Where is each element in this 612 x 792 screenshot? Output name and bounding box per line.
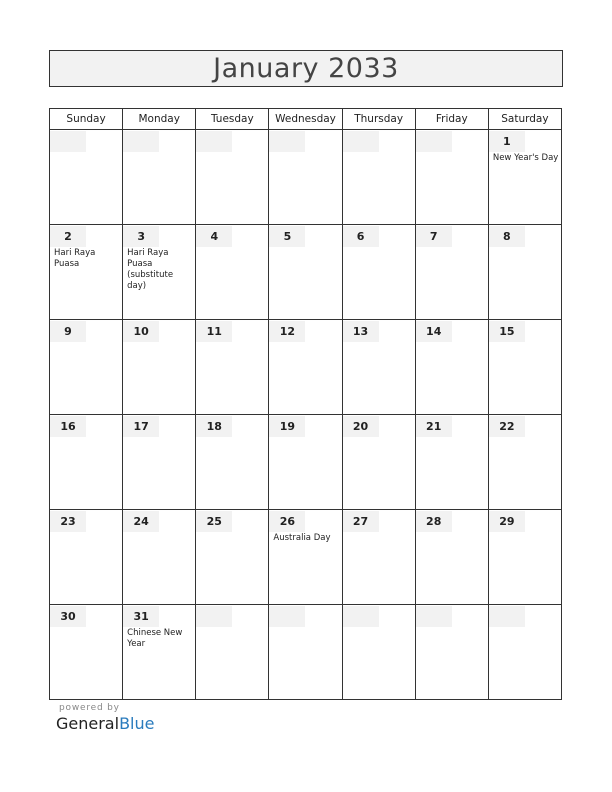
day-number bbox=[269, 131, 305, 152]
day-cell bbox=[123, 130, 196, 225]
weekday-header-saturday: Saturday bbox=[488, 109, 561, 130]
weekday-header-tuesday: Tuesday bbox=[196, 109, 269, 130]
day-cell bbox=[415, 130, 488, 225]
day-cell bbox=[50, 130, 123, 225]
day-cell bbox=[342, 320, 415, 415]
day-cell bbox=[123, 225, 196, 320]
day-cell bbox=[269, 130, 342, 225]
day-cell bbox=[50, 415, 123, 510]
day-cell bbox=[50, 510, 123, 605]
month-year-title: January 2033 bbox=[213, 53, 399, 84]
day-cell bbox=[196, 320, 269, 415]
day-number: 25 bbox=[196, 511, 232, 532]
day-cell bbox=[342, 130, 415, 225]
day-cell bbox=[488, 415, 561, 510]
day-number bbox=[269, 606, 305, 627]
day-cell-content bbox=[196, 226, 268, 319]
day-number: 14 bbox=[416, 321, 452, 342]
day-number bbox=[343, 131, 379, 152]
day-cell bbox=[488, 510, 561, 605]
day-cell-content bbox=[416, 131, 488, 224]
day-number: 27 bbox=[343, 511, 379, 532]
day-cell-content bbox=[343, 131, 415, 224]
day-cell bbox=[123, 510, 196, 605]
brand-blue: Blue bbox=[119, 714, 155, 733]
day-cell-content bbox=[196, 416, 268, 509]
day-number: 12 bbox=[269, 321, 305, 342]
day-number: 13 bbox=[343, 321, 379, 342]
day-cell-content bbox=[416, 511, 488, 604]
day-cell-content bbox=[269, 606, 341, 699]
day-cell-content bbox=[50, 416, 122, 509]
day-cell-content bbox=[196, 321, 268, 414]
day-cell bbox=[415, 415, 488, 510]
day-cell-content bbox=[489, 416, 561, 509]
day-cell bbox=[269, 320, 342, 415]
day-cell bbox=[123, 320, 196, 415]
day-number: 24 bbox=[123, 511, 159, 532]
day-number bbox=[416, 606, 452, 627]
day-cell-content bbox=[269, 511, 341, 604]
day-cell-content bbox=[489, 511, 561, 604]
day-cell-content bbox=[489, 226, 561, 319]
day-number: 23 bbox=[50, 511, 86, 532]
day-cell bbox=[415, 320, 488, 415]
day-number: 30 bbox=[50, 606, 86, 627]
day-number: 29 bbox=[489, 511, 525, 532]
day-cell-content bbox=[196, 511, 268, 604]
day-cell-content bbox=[343, 416, 415, 509]
holiday-label: New Year's Day bbox=[492, 153, 559, 163]
week-row bbox=[50, 130, 562, 225]
day-cell-content bbox=[50, 606, 122, 699]
day-cell-content bbox=[489, 606, 561, 699]
day-number: 20 bbox=[343, 416, 379, 437]
day-number: 22 bbox=[489, 416, 525, 437]
day-cell bbox=[342, 605, 415, 700]
week-row bbox=[50, 225, 562, 320]
day-cell bbox=[196, 605, 269, 700]
week-row bbox=[50, 510, 562, 605]
weekday-header-monday: Monday bbox=[123, 109, 196, 130]
day-number bbox=[489, 606, 525, 627]
day-cell-content bbox=[123, 131, 195, 224]
day-number: 26 bbox=[269, 511, 305, 532]
day-number: 6 bbox=[343, 226, 379, 247]
day-cell bbox=[488, 225, 561, 320]
day-cell bbox=[269, 510, 342, 605]
day-cell-content bbox=[269, 321, 341, 414]
day-cell bbox=[415, 225, 488, 320]
day-number bbox=[196, 606, 232, 627]
day-number: 16 bbox=[50, 416, 86, 437]
holiday-label: Australia Day bbox=[273, 533, 331, 543]
day-cell-content bbox=[123, 226, 195, 319]
day-cell-content bbox=[196, 131, 268, 224]
footer-branding bbox=[56, 703, 154, 733]
day-number bbox=[50, 131, 86, 152]
week-row bbox=[50, 605, 562, 700]
holiday-label: Hari Raya Puasa (substitute day) bbox=[127, 248, 174, 291]
day-cell-content bbox=[123, 321, 195, 414]
day-cell-content bbox=[489, 321, 561, 414]
day-number: 1 bbox=[489, 131, 525, 152]
day-cell bbox=[488, 130, 561, 225]
day-cell bbox=[269, 605, 342, 700]
day-cell-content bbox=[489, 131, 561, 224]
day-cell bbox=[196, 130, 269, 225]
brand-general: General bbox=[56, 714, 120, 733]
day-cell-content bbox=[416, 321, 488, 414]
day-cell-content bbox=[123, 606, 195, 699]
day-cell-content bbox=[269, 226, 341, 319]
calendar-grid bbox=[49, 108, 562, 700]
day-number bbox=[196, 131, 232, 152]
day-cell bbox=[123, 605, 196, 700]
day-cell-content bbox=[343, 321, 415, 414]
day-cell bbox=[269, 415, 342, 510]
day-cell bbox=[196, 225, 269, 320]
powered-by-label: powered by bbox=[59, 703, 120, 713]
weekday-header-thursday: Thursday bbox=[342, 109, 415, 130]
day-number: 18 bbox=[196, 416, 232, 437]
day-cell bbox=[50, 320, 123, 415]
day-cell bbox=[342, 510, 415, 605]
day-number: 2 bbox=[50, 226, 86, 247]
day-cell-content bbox=[416, 226, 488, 319]
day-cell-content bbox=[123, 416, 195, 509]
calendar-title bbox=[49, 50, 563, 87]
day-cell-content bbox=[196, 606, 268, 699]
day-cell-content bbox=[50, 321, 122, 414]
holiday-label: Chinese New Year bbox=[127, 628, 183, 649]
holiday-label: Hari Raya Puasa bbox=[54, 248, 96, 269]
day-cell bbox=[488, 605, 561, 700]
day-cell bbox=[50, 225, 123, 320]
day-cell-content bbox=[269, 416, 341, 509]
day-number: 10 bbox=[123, 321, 159, 342]
day-number: 19 bbox=[269, 416, 305, 437]
day-number: 31 bbox=[123, 606, 159, 627]
day-cell bbox=[488, 320, 561, 415]
day-cell bbox=[342, 225, 415, 320]
day-number: 15 bbox=[489, 321, 525, 342]
day-cell-content bbox=[50, 511, 122, 604]
day-cell bbox=[415, 605, 488, 700]
day-cell-content bbox=[343, 226, 415, 319]
day-cell bbox=[50, 605, 123, 700]
weekday-header-wednesday: Wednesday bbox=[269, 109, 342, 130]
day-cell-content bbox=[343, 606, 415, 699]
day-cell-content bbox=[123, 511, 195, 604]
day-cell bbox=[269, 225, 342, 320]
day-number: 3 bbox=[123, 226, 159, 247]
day-number: 4 bbox=[196, 226, 232, 247]
day-number bbox=[123, 131, 159, 152]
day-number bbox=[416, 131, 452, 152]
day-number bbox=[343, 606, 379, 627]
day-cell-content bbox=[269, 131, 341, 224]
day-number: 21 bbox=[416, 416, 452, 437]
day-cell-content bbox=[50, 131, 122, 224]
day-cell-content bbox=[50, 226, 122, 319]
day-cell bbox=[123, 415, 196, 510]
calendar-body bbox=[50, 130, 562, 700]
day-cell-content bbox=[416, 416, 488, 509]
week-row bbox=[50, 415, 562, 510]
day-number: 8 bbox=[489, 226, 525, 247]
day-number: 28 bbox=[416, 511, 452, 532]
day-number: 5 bbox=[269, 226, 305, 247]
day-number: 17 bbox=[123, 416, 159, 437]
weekday-header-row bbox=[50, 109, 562, 130]
week-row bbox=[50, 320, 562, 415]
day-cell bbox=[415, 510, 488, 605]
brand-logo bbox=[56, 714, 154, 733]
day-cell bbox=[196, 510, 269, 605]
weekday-header-friday: Friday bbox=[415, 109, 488, 130]
day-number: 7 bbox=[416, 226, 452, 247]
weekday-header-sunday: Sunday bbox=[50, 109, 123, 130]
day-number: 11 bbox=[196, 321, 232, 342]
day-cell bbox=[196, 415, 269, 510]
day-number: 9 bbox=[50, 321, 86, 342]
day-cell bbox=[342, 415, 415, 510]
day-cell-content bbox=[416, 606, 488, 699]
day-cell-content bbox=[343, 511, 415, 604]
